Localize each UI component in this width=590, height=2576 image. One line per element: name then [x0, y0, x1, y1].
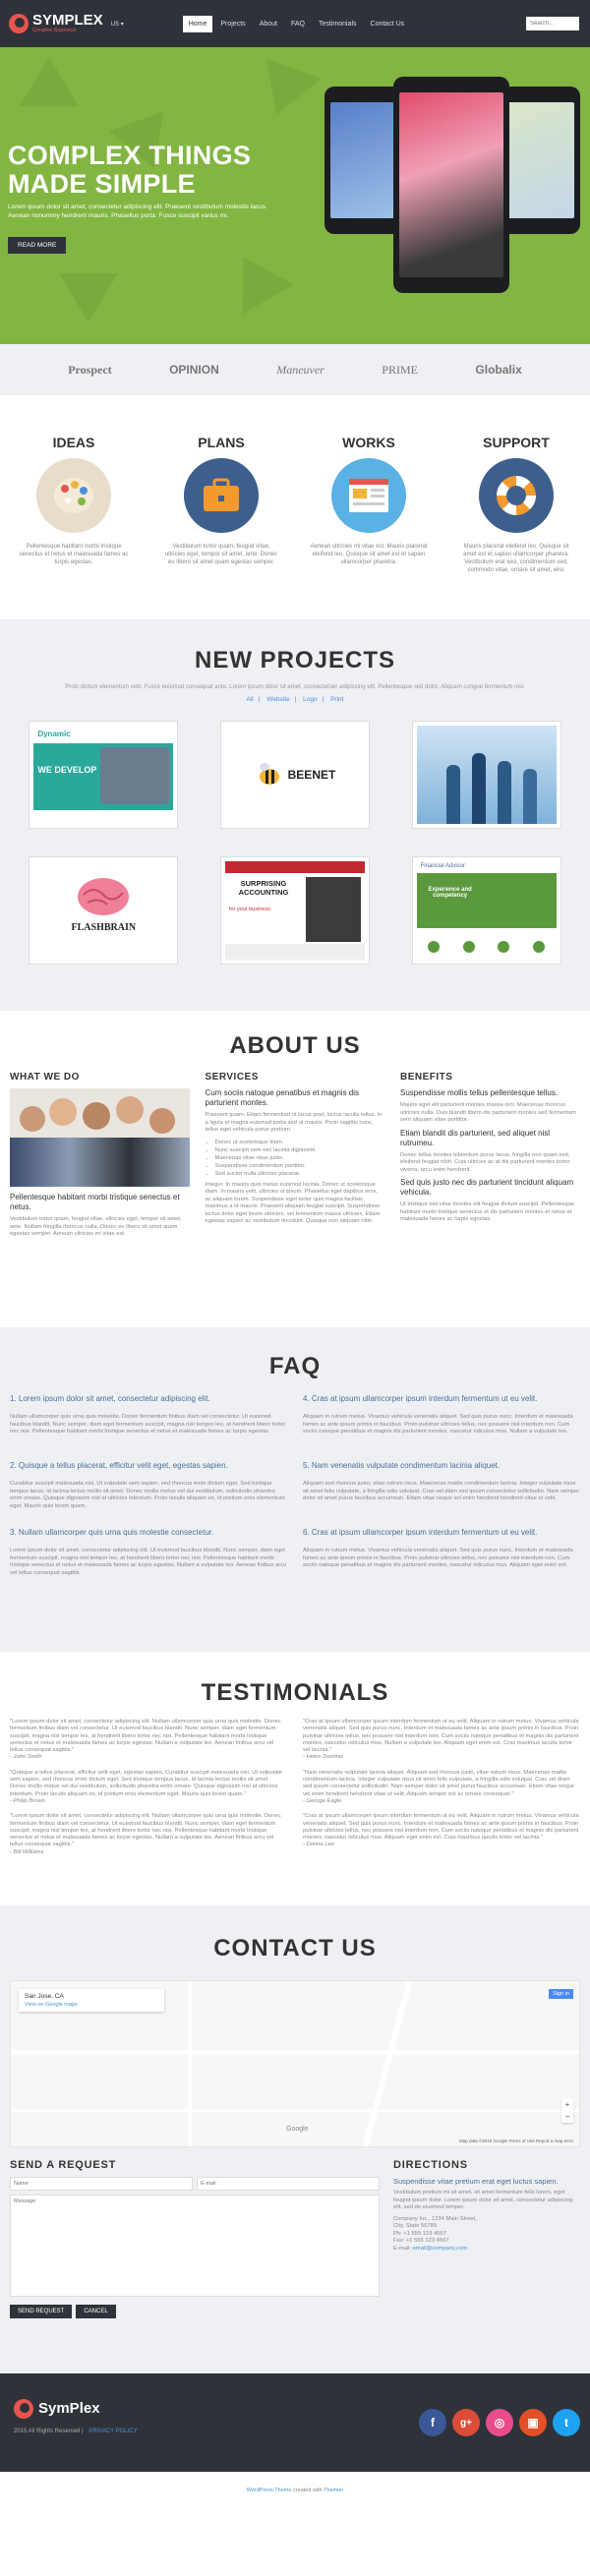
- faq-item: [303, 1394, 580, 1461]
- testimonial: [303, 1719, 580, 1762]
- footer-logo-text: SymPlex: [38, 2400, 100, 2417]
- phone-image: [324, 87, 403, 234]
- project-tile[interactable]: [412, 856, 561, 965]
- logo[interactable]: [9, 14, 103, 33]
- faq-question: 3. Nullam ullamcorper quis urna quis molestie consectetur.: [10, 1528, 214, 1537]
- hero-title-line1: COMPLEX THINGS: [8, 141, 252, 170]
- feature-title: WORKS: [342, 435, 395, 450]
- list-item: • Suspendisse condimentum porttitor.: [215, 1162, 385, 1170]
- client-logo: Globalix: [475, 363, 522, 377]
- phone-number: Ph: +1 555 123 4567: [393, 2230, 446, 2237]
- about-lead: Etiam blandit dis parturient, sed aliquet nisl rutrumeu.: [400, 1128, 551, 1147]
- browser-window-icon: [331, 458, 406, 533]
- filter-logo[interactable]: Logo: [303, 696, 318, 703]
- footer-logo[interactable]: [14, 2399, 100, 2419]
- about-text: Donec tellus montes bibendum purus lacus, fringilla non quam sed, eleifend feugiat nibh. Cras ultrices ac at dis parturient montes tortor viverra, arcu enim hendrerit.: [400, 1151, 570, 1173]
- header: [0, 0, 590, 47]
- credit-text: created with: [292, 2488, 324, 2493]
- section-title: ABOUT US: [229, 1032, 361, 1059]
- nav-projects[interactable]: Projects: [220, 20, 246, 28]
- contact-section: [0, 1905, 590, 2373]
- project-caption: for your business: [228, 907, 270, 912]
- read-more-button[interactable]: READ MORE: [8, 237, 66, 254]
- testimonials-section: [0, 1652, 590, 1905]
- email-link[interactable]: email@company.com: [412, 2245, 468, 2252]
- section-title: TESTIMONIALS: [201, 1679, 389, 1706]
- map-zoom-control[interactable]: + −: [561, 2099, 573, 2123]
- project-label: Dynamic: [37, 730, 71, 738]
- nav-home[interactable]: Home: [183, 16, 213, 32]
- email-label: E-mail:: [393, 2245, 412, 2252]
- address-city: City, State 56789: [393, 2223, 438, 2229]
- nav-contact[interactable]: Contact Us: [370, 20, 405, 28]
- testimonial-text: "Quisque a tellus placerat, efficitur velit eget, egestas sapien. Curabitur suscipit malesuada nisi. Ut vulputate sem sapien, sed rhoncus enim dictum eget. Sed tristique tempus lacus, id lacinia lectus mollis sit amet. Donec mollis metus vel dui vestibulum, sollicitudin pharetra enim ornare. Quisque dignissim nisl at ultricies interdum. Proin iaculis aliquam ex, id pretium eros elementum eget. Mauris quis lorem quam.": [10, 1769, 283, 1797]
- fax-number: Fax: +1 555 123 4567: [393, 2238, 449, 2244]
- features: [0, 395, 590, 619]
- faq-answer: Aliquam sed rhoncus justo, vitae rutrum risus. Maecenas mattis condimentum lacinia. Integer vulputate risus sit amet felis vulputate, a fringilla odio volutpat. Cras vel diam sed ipsum consectetur sollicitudin. Nam semper dolor sit amet purus faucibus accumsan. Etiam vitae neque vel enim hendrerit hendrerit vitae ut velit.: [303, 1481, 580, 1501]
- client-logos: [0, 344, 590, 395]
- client-logo: Prospect: [68, 362, 112, 377]
- map-place-name: San Jose, CA: [25, 1993, 64, 2000]
- client-logo: Maneuver: [276, 362, 324, 377]
- request-form: [10, 2159, 380, 2318]
- testimonial: [303, 1770, 580, 1805]
- about-text: Mauris eget elit parturient montes massa orci. Maecenas rhoncus ultricies nulla. Duis blandit libero dis parturient montes sed fermentum sem aliquam vitae porttitor.: [400, 1102, 576, 1123]
- social-links: [419, 2409, 580, 2436]
- testimonial: [303, 1813, 580, 1848]
- testimonial-author: - George Eagle: [303, 1797, 342, 1804]
- wordpress-theme-link[interactable]: WordPress Theme: [246, 2488, 292, 2493]
- testimonial: [10, 1813, 287, 1856]
- feature-title: PLANS: [198, 435, 245, 450]
- client-logo: PRIME: [382, 362, 418, 377]
- directions-lead: Suspendisse vitae pretium erat eget luctus sapien.: [393, 2177, 559, 2186]
- project-tile[interactable]: [29, 856, 178, 965]
- directions-text: Vestibulum pretium mi sit amet, sit amet fermentum felis lorem, eget feugiat ipsum dolor. Lorem ipsum dolor sit amet, consectetur adipiscing elit, sed do eiusmod tempor.: [393, 2190, 573, 2210]
- hero-title: [8, 142, 251, 199]
- feature-text: Mauris placerat eleifend leo. Quisque sit amet est et sapien ullamcorper pharetra. Vestibulum erat wisi, condimentum sed, commodo vitae, ornare sit amet, wisi.: [463, 544, 569, 573]
- feature-text: Vestibulum tortor quam, feugiat vitae, ultricies eget, tempor sit amet, ante. Donec eu libero sit amet quam egestas semper.: [164, 544, 278, 565]
- client-logo: OPINION: [169, 363, 219, 377]
- faq-answer: Lorem ipsum dolor sit amet, consectetur adipiscing elit. Ut euismod faucibus blandit. Nunc semper, diam eget fermentum suscipit, magna nisl tempor leo, at hendrerit libero tortor nec nisi. Pellentesque habitant morbi tristique senectus et netus et malesuada fames ac turpis egestas. Nullam a vulputate leo. Aenean finibus arcu vel tellus consequat sagittis.: [10, 1548, 287, 1576]
- main-nav: [183, 16, 410, 32]
- faq-question: 5. Nam venenatis vulputate condimentum lacinia aliquet.: [303, 1461, 501, 1470]
- hero-title-line2: MADE SIMPLE: [8, 169, 196, 199]
- feature-text: Pellentesque habitant morbi tristique senectus et netus et malesuada fames ac turpis egestas.: [19, 544, 129, 565]
- map-place-card: [19, 1989, 164, 2012]
- about-heading: SERVICES: [205, 1072, 259, 1083]
- hero-decor: [59, 273, 118, 322]
- map[interactable]: [10, 1980, 580, 2147]
- address-company: Company Inc., 1234 Main Street,: [393, 2215, 477, 2222]
- cancel-button[interactable]: CANCEL: [76, 2305, 115, 2318]
- logo-tagline: Creative Business: [32, 28, 77, 33]
- about-section: [0, 1011, 590, 1327]
- about-lead: Suspendisse mollis tellus pellentesque tellus.: [400, 1088, 559, 1097]
- filter-print[interactable]: Print: [330, 696, 344, 703]
- search-input[interactable]: [526, 17, 579, 30]
- map-attribution: Map data ©2015 Google Terms of Use Report a map error: [458, 2138, 573, 2143]
- brain-icon: [74, 875, 133, 920]
- project-label: FLASHBRAIN: [71, 922, 137, 933]
- dribbble-icon[interactable]: ◎: [486, 2409, 513, 2436]
- feature-title: IDEAS: [52, 435, 95, 450]
- feature-support: [457, 435, 575, 619]
- phone-image: [393, 77, 509, 293]
- feature-works: [310, 435, 428, 619]
- phone-image: [502, 87, 580, 234]
- privacy-policy-link[interactable]: PRIVACY POLICY: [88, 2429, 138, 2434]
- projects-section: [0, 619, 590, 1011]
- directions: [393, 2159, 580, 2318]
- map-sign-in-button[interactable]: Sign in: [549, 1989, 573, 1999]
- feature-plans: [162, 435, 280, 619]
- map-google-logo: Google: [286, 2126, 309, 2133]
- list-item: • Donec ut scelerisque diam.: [215, 1139, 385, 1146]
- about-heading: BENEFITS: [400, 1072, 453, 1083]
- facebook-icon[interactable]: f: [419, 2409, 446, 2436]
- about-lead: Sed quis justo nec dis parturient tincidunt aliquam vehicula.: [400, 1178, 574, 1197]
- project-caption: WE DEVELOP: [37, 765, 97, 775]
- testimonial-text: "Nam venenatis vulputate lacinia aliquet. Aliquam sed rhoncus justo, vitae rutrum risus. Maecenas mattis condimentum lacinia. Integer vulputate risus sit amet felis vulputate, a fringilla odio volutpat. Cras vel diam sed ipsum consectetur sollicitudin. Nam semper dolor sit amet purus faucibus accumsan. Etiam vitae neque vel enim hendrerit hendrerit vitae ut velit. Aliquam tempor est ac ornare consequat.": [303, 1769, 575, 1797]
- testimonial-text: "Cras at ipsum ullamcorper ipsum interdum fermentum ut eu velit. Aliquam in rutrum metus. Vivamus vehicula venenatis aliquet. Sed quis purus nunc. Interdum et malesuada fames ac ante ipsum primis in faucibus. Proin pulvinar ultricies tellus, nec posuere nisl interdum non. Cum sociis natoque penatibus et magnis dis parturient montes, nascetur ridiculus mus. Aliquam eget enim est. Cras maximus iaculis tortor vel lacinia.": [303, 1813, 579, 1842]
- faq-question: 1. Lorem ipsum dolor sit amet, consectetur adipiscing elit.: [10, 1394, 210, 1403]
- filter-website[interactable]: Website: [266, 696, 290, 703]
- lifebuoy-icon: [479, 458, 554, 533]
- faq-question: 6. Cras at ipsum ullamcorper ipsum interdum fermentum ut eu velit.: [303, 1528, 538, 1537]
- filter-all[interactable]: All: [246, 696, 254, 703]
- hero-decor: [20, 57, 79, 106]
- map-view-link[interactable]: View on Google maps: [25, 2002, 78, 2008]
- language-selector[interactable]: US ▾: [110, 21, 124, 28]
- testimonial-author: - Bill Williams: [10, 1848, 44, 1855]
- team-photo: [10, 1088, 190, 1187]
- section-subtitle: Proin dictum elementum velit. Fusce euismod consequat ante. Lorem ipsum dolor sit amet, consectetuer adipiscing elit. Pellentesque sed dolor. Aliquam congue fermentum nisl.: [65, 684, 525, 690]
- about-lead: Cum sociis natoque penatibus et magnis dis parturient montes.: [205, 1088, 360, 1107]
- address: [393, 2216, 580, 2254]
- bee-icon: [255, 760, 284, 790]
- about-what-we-do: [10, 1072, 190, 1243]
- testimonial: [10, 1719, 287, 1762]
- about-text: Praesent quam. Etiam fermentum ut lacus post, luctus iaculis tellus. In a ligula et magna euismod porta sed ut mauris. Proin sagittis nunc, tellus eget vehicula purus pretium.: [205, 1112, 383, 1133]
- faq-item: [10, 1528, 287, 1595]
- faq-item: [10, 1461, 287, 1528]
- testimonial-text: "Lorem ipsum dolor sit amet, consectetur adipiscing elit. Nullam ullamcorper quis urna quis molestie. Donec fermentum finibus diam vel consectetur. Ut euismod faucibus blandit. Nunc semper, diam eget fermentum suscipit, magna nisl tempor leo, at hendrerit libero tortor nec nisi. Pellentesque habitant morbi tristique senectus et netus et malesuada fames ac turpis egestas. Nullam a vulputate leo. Aenean finibus arcu vel tellus consequat sagittis.": [10, 1813, 281, 1848]
- hero-banner: [0, 47, 590, 344]
- testimonial-text: "Cras at ipsum ullamcorper ipsum interdum fermentum ut eu velit. Aliquam in rutrum metus. Vivamus vehicula venenatis aliquet. Sed quis purus nunc. Interdum et malesuada fames ac ante ipsum primis in faucibus. Proin pulvinar ultricies tellus, nec posuere nisl interdum non. Cum sociis natoque penatibus et magnis dis parturient montes, nascetur ridiculus mus. Nullam a vulputate leo. Aliquam eget enim est. Cras maximus iaculis tortor vel lacinia.": [303, 1719, 579, 1754]
- section-title: FAQ: [268, 1353, 322, 1379]
- testimonial-author: - Philip Brown: [10, 1797, 45, 1804]
- project-label: SURPRISING ACCOUNTING: [238, 879, 289, 897]
- feature-ideas: [15, 435, 133, 619]
- form-heading: SEND A REQUEST: [10, 2159, 117, 2171]
- faq-answer: Curabitur suscipit malesuada nisi. Ut vulputate sem sapien, sed rhoncus enim dictum eget. Sed tristique tempus lacus, id lacinia lectus mollis sit amet. Donec mollis metus vel dui vestibulum, sollicitudin pharetra enim ornare. Quisque dignissim nisl at ultricies interdum. Proin iaculis aliquam ex, id pretium eros elementum eget. Mauris quis lorem quam.: [10, 1481, 285, 1509]
- footer: [0, 2373, 590, 2472]
- project-label: Financial Advisor: [420, 863, 465, 869]
- faq-answer: Nullam ullamcorper quis urna quis molestie. Donec fermentum finibus diam vel consectetur. Ut euismod faucibus blandit. Nunc semper, diam eget fermentum suscipit, magna nisl tempor leo, at hendrerit libero tortor nec nisi. Pellentesque habitant morbi tristique senectus et netus et malesuada fames ac turpis egestas.: [10, 1414, 286, 1434]
- project-label: BEENET: [287, 768, 336, 782]
- about-lead: Pellentesque habitant morbi tristique senectus et netus.: [10, 1193, 180, 1211]
- project-filters: All | Website | Logo | Print: [246, 696, 344, 703]
- google-plus-icon[interactable]: g+: [452, 2409, 480, 2436]
- message-field[interactable]: [10, 2195, 380, 2297]
- about-text: Integer. In mauris quis metus euismod lacinia. Donec ut scelerisque diam. In mauris velit, ultricies ut ipsum. Phasellus eget dapibus eros, ac aliquam lorem. Suspendisse eget tortor quis magna facilisis maximus a id mauris. Praesent aliquam feugiat suscipit. Suspendisse luctus dolor eget lorem ultricies, vel fermentum massa ultricies. Etiam egestas sapien ac vestibulum tincidunt. Quisque non aliquam nibh.: [205, 1181, 381, 1224]
- testimonial: [10, 1770, 287, 1805]
- themler-link[interactable]: Themler: [324, 2488, 344, 2493]
- project-grid: [0, 721, 590, 965]
- logo-icon: [14, 2399, 33, 2419]
- project-tile[interactable]: [220, 856, 370, 965]
- twitter-icon[interactable]: t: [553, 2409, 580, 2436]
- email-field[interactable]: [197, 2177, 380, 2191]
- faq-question: 4. Cras at ipsum ullamcorper ipsum interdum fermentum ut eu velit.: [303, 1394, 538, 1403]
- nav-testimonials[interactable]: Testimonials: [319, 20, 357, 28]
- project-tile[interactable]: [29, 721, 178, 829]
- feature-text: Aenean ultricies mi vitae est. Mauris placerat eleifend leo. Quisque sit amet est et sapien ullamcorper pharetra.: [310, 544, 428, 565]
- project-tile[interactable]: [412, 721, 561, 829]
- list-item: • Nunc suscipit sem nec lacinia dignissim.: [215, 1146, 385, 1154]
- testimonial-author: - John Smith: [10, 1754, 42, 1761]
- about-benefits: [400, 1072, 580, 1243]
- services-list: [206, 1139, 385, 1178]
- faq-answer: Aliquam in rutrum metus. Vivamus vehicula venenatis aliquet. Sed quis purus nunc. Interdum et malesuada fames ac ante ipsum primis in faucibus. Proin pulvinar ultricies tellus, nec posuere nisl interdum non. Cum sociis natoque penatibus et magnis dis parturient montes, nascetur ridiculus mus. Aliquam eget enim est.: [303, 1548, 573, 1568]
- list-item: • Sed auctor nulla ultricies placerat.: [215, 1170, 385, 1178]
- testimonial-author: - Helen Dominic: [303, 1754, 344, 1761]
- about-text: Vestibulum tortor quam, feugiat vitae, ultricies eget, tempor sit amet, ante. Nullam fringilla rhoncus nulla. Donec eu libero sit amet quam egestas semper. Aenean ultricies mi vitae est.: [10, 1216, 182, 1237]
- faq-question: 2. Quisque a tellus placerat, efficitur velit eget, egestas sapien.: [10, 1461, 228, 1470]
- logo-text: SYMPLEX: [32, 12, 103, 29]
- copyright-text: 2015 All Rights Reserved |: [14, 2429, 84, 2434]
- credits-bar: [0, 2472, 590, 2525]
- html5-icon[interactable]: ▣: [519, 2409, 547, 2436]
- about-text: Ut tristique nisl vitae montes elit feugiat dictum suscipit. Pellentesque habitant morbi tristique senectus et dis parturient montes et netus et malesuada fames ac turpis egestas.: [400, 1201, 574, 1222]
- hero-decor: [249, 58, 321, 125]
- faq-item: [303, 1528, 580, 1595]
- send-request-button[interactable]: SEND REQUEST: [10, 2305, 72, 2318]
- about-services: [206, 1072, 385, 1243]
- faq-item: [303, 1461, 580, 1528]
- project-tile[interactable]: [220, 721, 370, 829]
- section-title: NEW PROJECTS: [194, 647, 396, 673]
- nav-faq[interactable]: FAQ: [290, 20, 305, 28]
- list-item: • Maecenas vitae risus justo.: [215, 1154, 385, 1162]
- about-heading: WHAT WE DO: [10, 1072, 80, 1083]
- section-title: CONTACT US: [213, 1935, 377, 1961]
- briefcase-icon: [184, 458, 259, 533]
- name-field[interactable]: [10, 2177, 193, 2191]
- faq-section: [0, 1327, 590, 1652]
- testimonial-text: "Lorem ipsum dolor sit amet, consectetur adipiscing elit. Nullam ullamcorper quis urna quis molestie. Donec fermentum finibus diam vel consectetur. Ut euismod faucibus blandit. Nunc semper, diam eget fermentum suscipit, magna nisl tempor leo, at hendrerit libero tortor nec nisi. Pellentesque habitant morbi tristique senectus et netus et malesuada fames ac turpis egestas. Nullam a vulputate leo. Aenean finibus arcu vel tellus consequat sagittis.": [10, 1719, 281, 1754]
- nav-about[interactable]: About: [259, 20, 277, 28]
- faq-answer: Aliquam in rutrum metus. Vivamus vehicula venenatis aliquet. Sed quis purus nunc. Interdum et malesuada fames ac ante ipsum primis in faucibus. Proin pulvinar ultricies tellus, nec posuere nisl interdum non. Cum sociis natoque penatibus et magnis dis parturient montes, nascetur ridiculus mus. Nullam a vulputate leo.: [303, 1414, 573, 1434]
- directions-heading: DIRECTIONS: [393, 2159, 468, 2171]
- palette-icon: [36, 458, 111, 533]
- copyright: [14, 2429, 138, 2434]
- faq-item: [10, 1394, 287, 1461]
- hero-text: Lorem ipsum dolor sit amet, consectetur adipiscing elit. Praesent vestibulum molestie lacus. Aenean nonummy hendrerit mauris. Phasellus porta. Fusce suscipit varius mi.: [8, 204, 267, 219]
- feature-title: SUPPORT: [483, 435, 550, 450]
- project-caption: Experience and competency: [428, 887, 472, 899]
- hero-decor: [218, 242, 294, 314]
- logo-icon: [9, 14, 29, 33]
- testimonial-author: - Donna Lee: [303, 1842, 334, 1848]
